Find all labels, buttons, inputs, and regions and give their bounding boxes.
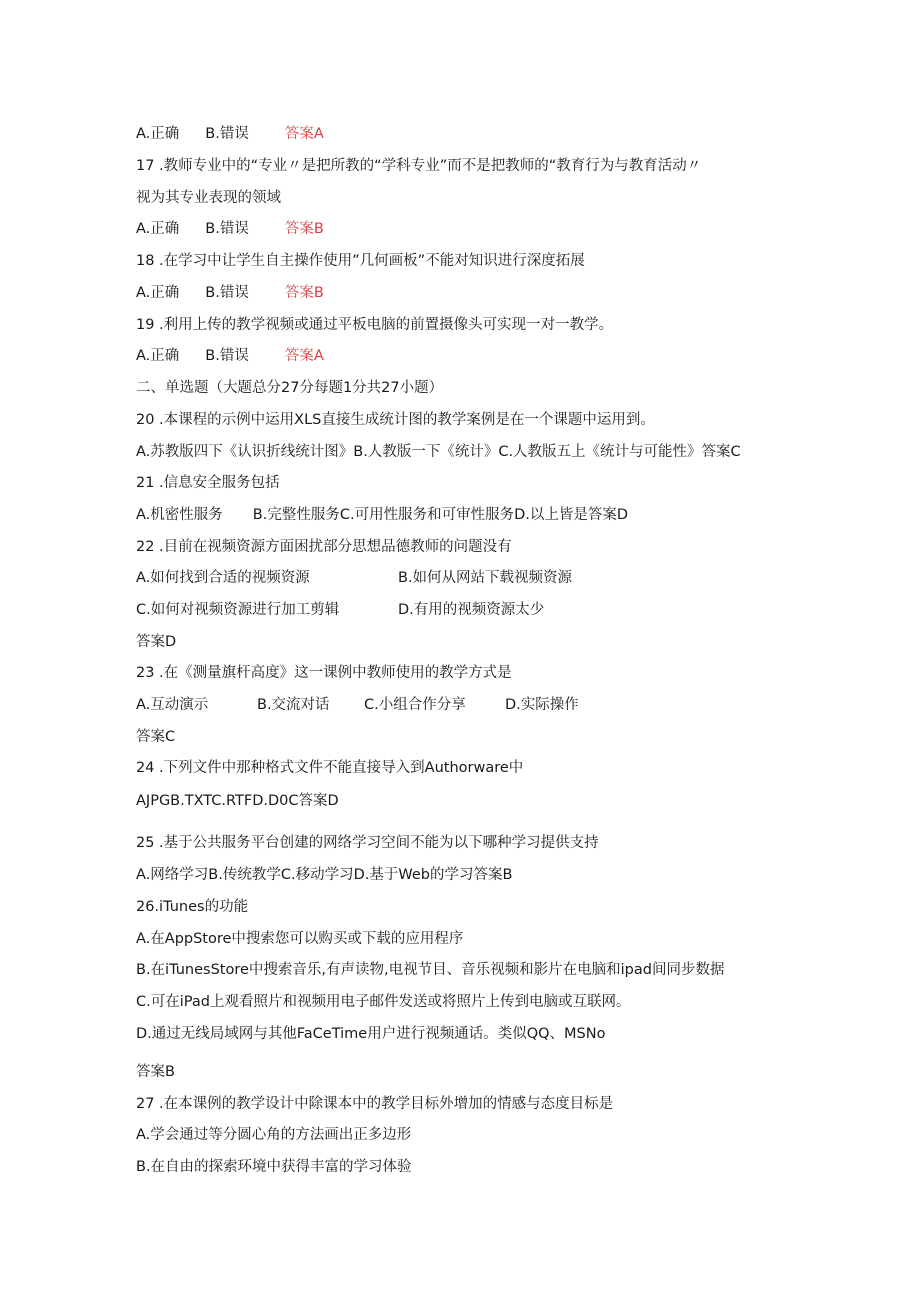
q27-stem: 27 .在本课例的教学设计中除课本中的教学目标外增加的情感与态度目标是 (136, 1096, 614, 1112)
q23-answer: 答案C (136, 729, 176, 745)
q26-option-b: B.在iTunesStore中搜索音乐,有声读物,电视节目、音乐视频和影片在电脑和ipad间同步数据 (136, 962, 725, 978)
q23-option-d: D.实际操作 (505, 697, 579, 713)
q19-stem: 19 .利用上传的教学视频或通过平板电脑的前置摄像头可实现一对一教学。 (136, 317, 614, 333)
q25-options: A.网络学习B.传统教学C.移动学习D.基于Web的学习答案B (136, 867, 513, 883)
q18-option-a: A.正确 (136, 285, 180, 301)
q24-options: AJPGB.TXTC.RTFD.D0C答案D (136, 793, 339, 809)
q22-stem: 22 .目前在视频资源方面困扰部分思想品德教师的问题没有 (136, 539, 512, 555)
q24-stem: 24 .下列文件中那种格式文件不能直接导入到Authorware中 (136, 760, 524, 776)
q21-options-rest: B.完整性服务C.可用性服务和可审性服务D.以上皆是答案D (252, 507, 629, 523)
q23-option-a: A.互动演示 (136, 697, 209, 713)
q23-stem: 23 .在《测量旗杆高度》这一课例中教师使用的教学方式是 (136, 665, 512, 681)
q22-option-b: B.如何从网站下载视频资源 (398, 570, 573, 586)
q17-options (136, 219, 324, 239)
q17-option-b: B.错误 (205, 221, 249, 237)
q22-option-c: C.如何对视频资源进行加工剪辑 (136, 602, 340, 618)
q18-option-b: B.错误 (205, 285, 249, 301)
q19-options (136, 346, 324, 366)
q18-answer: 答案B (284, 285, 324, 301)
q21-stem: 21 .信息安全服务包括 (136, 475, 280, 491)
q23-option-c: C.小组合作分享 (364, 697, 466, 713)
q16-options (136, 124, 324, 144)
q17-option-a: A.正确 (136, 221, 180, 237)
q17-stem-line1: 17 .教师专业中的“专业〃是把所教的“学科专业”而不是把教师的“教育行为与教育活动〃 (136, 158, 702, 174)
q25-stem: 25 .基于公共服务平台创建的网络学习空间不能为以下哪种学习提供支持 (136, 835, 599, 851)
q26-stem: 26.iTunes的功能 (136, 899, 249, 915)
q26-answer: 答案B (136, 1064, 175, 1080)
q17-stem-line2: 视为其专业表现的领域 (136, 190, 281, 206)
q18-options (136, 283, 324, 303)
q22-answer: 答案D (136, 634, 177, 650)
q26-option-d: D.通过无线局域网与其他FaCeTime用户进行视频通话。类似QQ、MSNo (136, 1026, 606, 1042)
q19-option-b: B.错误 (205, 348, 249, 364)
q19-answer: 答案A (284, 348, 324, 364)
q27-option-a: A.学会通过等分圆心角的方法画出正多边形 (136, 1127, 412, 1143)
q19-option-a: A.正确 (136, 348, 180, 364)
q20-stem: 20 .本课程的示例中运用XLS直接生成统计图的教学案例是在一个课题中运用到。 (136, 412, 655, 428)
q17-answer: 答案B (284, 221, 324, 237)
q22-option-a: A.如何找到合适的视频资源 (136, 570, 310, 586)
q16-option-b: B.错误 (205, 126, 249, 142)
q16-option-a: A.正确 (136, 126, 180, 142)
q21-options (136, 505, 628, 525)
q26-option-c: C.可在iPad上观看照片和视频用电子邮件发送或将照片上传到电脑或互联网。 (136, 994, 631, 1010)
q20-options: A.苏教版四下《认识折线统计图》B.人教版一下《统计》C.人教版五上《统计与可能性》答案C (136, 444, 741, 460)
q16-answer: 答案A (284, 126, 324, 142)
q21-option-a: A.机密性服务 (136, 507, 223, 523)
q27-option-b: B.在自由的探索环境中获得丰富的学习体验 (136, 1159, 412, 1175)
section-heading: 二、单选题（大题总分27分每题1分共27小题） (136, 380, 444, 396)
q23-option-b: B.交流对话 (257, 697, 330, 713)
q18-stem: 18 .在学习中让学生自主操作使用”几何画板”不能对知识进行深度拓展 (136, 253, 585, 269)
q22-option-d: D.有用的视频资源太少 (398, 602, 545, 618)
q26-option-a: A.在AppStore中搜索您可以购买或下载的应用程序 (136, 931, 464, 947)
